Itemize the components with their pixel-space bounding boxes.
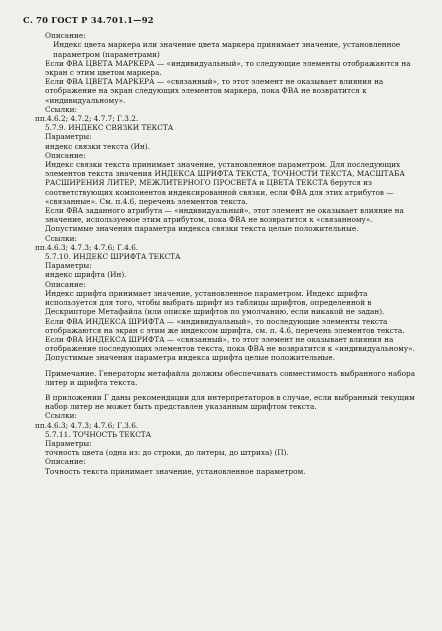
text-line: индекс связки текста (Ин).: [45, 141, 150, 151]
text-line: Индекс шрифта принимает значение, установленное параметром. Индекс шрифта используется для того, чтобы выбрать шрифт из таблицы шрифтов, определенной в Дескрипторе Метафайла (или описке шрифтов по умолчанию, если никакой не задан).: [45, 288, 385, 317]
text-line: Если ФВА ЦВЕТА МАРКЕРА — «связанный», то этот элемент не оказывает влияния на отображение на экран следующих элементов маркера, пока ФВА не возвратится к «индивидуальному».: [45, 77, 384, 105]
text-line: Параметры:: [45, 438, 92, 448]
text-line: Описание:: [45, 150, 86, 160]
text-line: пп.4.6.3; 4.7.3; 4.7.6; Г.3.6.: [35, 420, 139, 430]
text-line: пп.4.6.2; 4.7.2; 4.7.7; Г.3.2.: [35, 114, 139, 124]
text-line: Описание:: [45, 457, 86, 467]
text-line: 5.7.11. ТОЧНОСТЬ ТЕКСТА: [45, 429, 152, 439]
text-line: Ссылки:: [45, 104, 77, 114]
document-body: [23, 31, 420, 476]
text-line: 5.7.9. ИНДЕКС СВЯЗКИ ТЕКСТА: [45, 123, 174, 133]
text-line: В приложении Г даны рекомендации для интерпретаторов в случае, если выбранный текущим набор литер не может быть представлен указанным шрифтом текста.: [45, 392, 415, 412]
text-line: Если ФВА заданного атрибута — «индивидуальный», этот элемент не оказывает влияние на значение, используемое этим атрибутом, пока ФВА не возвратится к «связанному».: [45, 206, 404, 225]
text-line: Допустимые значения параметра индекса связки текста целые положительные.: [45, 224, 359, 234]
text-line: Индекс цвета маркера или значение цвета маркера принимает значение, установленное параметром (параметрами): [53, 40, 401, 59]
text-line: Если ФВА ИНДЕКСА ШРИФТА — «связанный», то этот элемент не оказывает влияния на отображение последующих элементов текста, пока ФВА не возвратится к «индивидуальному».: [45, 334, 415, 354]
text-line: индекс шрифта (Ин).: [45, 270, 127, 280]
text-line: Индекс связки текста принимает значение, установленное параметром. Для последующих элементов текста значения ИНДЕКСА ШРИФТА ТЕКСТА, ТОЧНОСТИ ТЕКСТА, МАСШТАБА РАСШИРЕНИЯ ЛИТЕР, МЕЖЛИТЕРНОГО ПРОСВЕТА и ЦВЕТА ТЕКСТА берутся из соответствующих компонентов индексированной связки, если ФВА для этих атрибутов — «связанные». См. п.4.6, перечень элементов текста.: [45, 160, 405, 206]
text-line: Если ФВА ИНДЕКСА ШРИФТА — «индивидуальный», то последующие элементы текста отображаются на экран с этим же индексом шрифта, см. п. 4.6, перечень элементов текста.: [45, 316, 405, 335]
text-line: Точность текста принимает значение, установленное параметром.: [45, 466, 306, 476]
text-line: пп.4.6.3; 4.7.3; 4.7.6; Г.4.6.: [35, 242, 139, 252]
text-line: 5.7.10. ИНДЕКС ШРИФТА ТЕКСТА: [45, 252, 181, 262]
text-line: Параметры:: [45, 132, 92, 142]
text-line: Если ФВА ЦВЕТА МАРКЕРА — «индивидуальный», то следующие элементы отображаются на экран с этим цветом маркера.: [45, 58, 411, 78]
text-line: Ссылки:: [45, 233, 77, 243]
text-line: точность цвета (одна из: до строки, до литеры, до штриха) (П).: [45, 448, 289, 458]
text-line: Примечание. Генераторы метафайла должны обеспечивать совместимость выбранного набора литер и шрифта текста.: [45, 368, 416, 387]
text-line: Допустимые значения параметра индекса шрифта целые положительные.: [45, 353, 335, 363]
text-line: Описание:: [45, 279, 86, 289]
text-line: Параметры:: [45, 261, 92, 271]
page-header: С. 70 ГОСТ Р 34.701.1—92: [23, 16, 154, 25]
text-line: Ссылки:: [45, 411, 77, 421]
text-line: Описание:: [45, 31, 86, 41]
